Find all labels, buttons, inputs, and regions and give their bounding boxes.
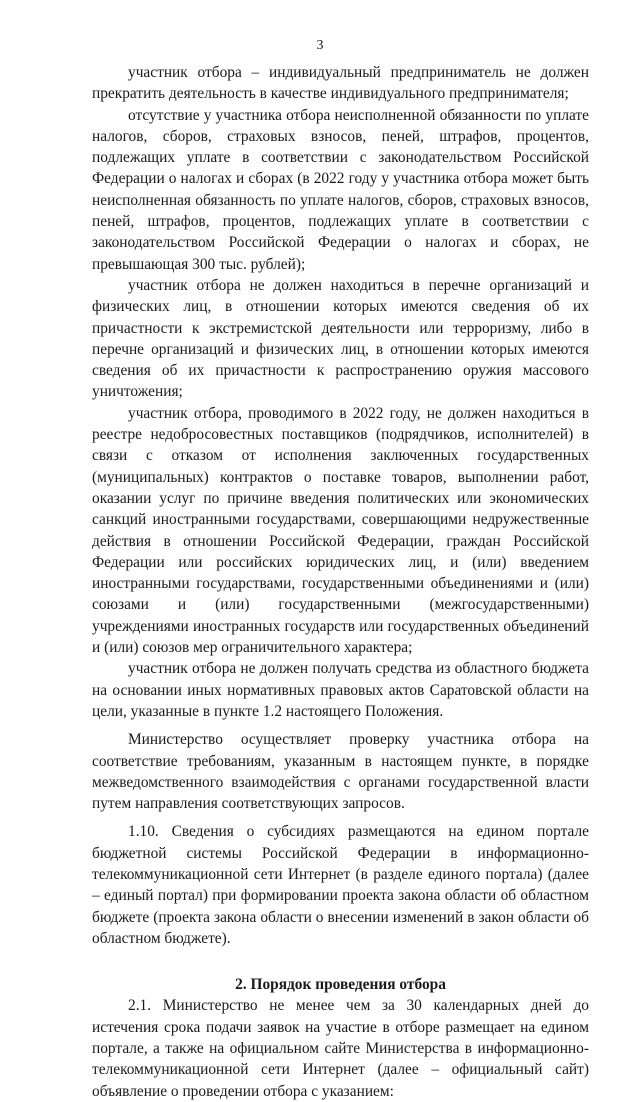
paragraph-2-1: 2.1. Министерство не менее чем за 30 календарных дней до истечения срока подачи заявок на участие в отборе размещает на едином портале, а также на официальном сайте Министерства в информационно-телекоммуникационной сети Интернет (далее – официальный сайт) объявление о проведении отбора с указанием:	[92, 997, 589, 1100]
section-heading: 2. Порядок проведения отбора	[235, 976, 446, 994]
paragraph-requirement-budget-funds: участник отбора не должен получать средства из областного бюджета на основании иных нормативных правовых актов Саратовской области на цели, указанные в пункте 1.2 настоящего Положения.	[92, 660, 589, 720]
document-body	[92, 62, 589, 1102]
paragraph-requirement-extremism-list: участник отбора не должен находиться в перечне организаций и физических лиц, в отношении которых имеются сведения об их причастности к экстремистской деятельности или терроризму, либо в перечне организаций и физических лиц, в отношении которых имеются сведения об их причастности к распространению оружия массового уничтожения;	[92, 276, 589, 401]
paragraph-requirement-unfair-suppliers: участник отбора, проводимого в 2022 году, не должен находиться в реестре недобросовестных поставщиков (подрядчиков, исполнителей) в связи с отказом от исполнения заключенных государственных (муниципальных) контрактов о поставке товаров, выполнении работ, оказании услуг по причине введения политических или экономических санкций иностранными государствами, совершающими недружественные действия в отношении Российской Федерации, граждан Российской Федерации или российских юридических лиц, и (или) введением иностранными государствами, государственными объединениями и (или) союзами и (или) государственными (межгосударственными) учреждениями иностранных государств или государственных объединений и (или) союзов мер ограничительного характера;	[92, 404, 589, 657]
paragraph-1-10: 1.10. Сведения о субсидиях размещаются на едином портале бюджетной системы Российской Федерации в информационно-телекоммуникационной сети Интернет (в разделе единого портала) (далее – единый портал) при формировании проекта закона области об областном бюджете (проекта закона области о внесении изменений в закон области об областном бюджете).	[92, 823, 589, 947]
paragraph-verification: Министерство осуществляет проверку участника отбора на соответствие требованиям, указанным в настоящем пункте, в порядке межведомственного взаимодействия с органами государственной власти путем направления соответствующих запросов.	[92, 731, 589, 813]
paragraph-requirement-taxes: отсутствие у участника отбора неисполненной обязанности по уплате налогов, сборов, страховых взносов, пеней, штрафов, процентов, подлежащих уплате в соответствии с законодательством Российской Федерации о налогах и сборах (в 2022 году у участника отбора может быть неисполненная обязанность по уплате налогов, сборов, страховых взносов, пеней, штрафов, процентов, подлежащих уплате в соответствии с законодательством Российской Федерации о налогах и сборах, не превышающая 300 тыс. рублей);	[92, 106, 589, 273]
paragraph-requirement-entrepreneur: участник отбора – индивидуальный предприниматель не должен прекратить деятельность в качестве индивидуального предпринимателя;	[92, 64, 589, 103]
page-number: 3	[316, 38, 324, 53]
